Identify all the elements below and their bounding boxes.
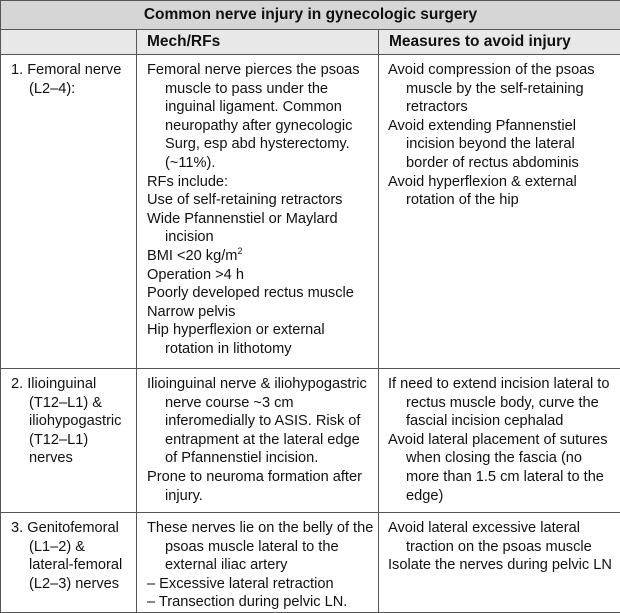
- table-row-femoral: [1, 55, 620, 369]
- measure-line: Avoid extending Pfannenstiel incision beyond the lateral border of rectus abdominis: [388, 117, 579, 171]
- mech-cell: [137, 369, 379, 513]
- mech-line: Poorly developed rectus muscle: [147, 285, 354, 302]
- measures-cell: [379, 513, 620, 613]
- table-row-ilioinguinal: [1, 369, 620, 513]
- measure-line: Avoid lateral placement of sutures when closing the fascia (no more than 1.5 cm lateral to the edge): [388, 431, 608, 504]
- nerve-name: 2. Ilioinguinal (T12–L1) & iliohypogastric (T12–L1) nerves: [11, 376, 122, 467]
- nerve-cell: [1, 513, 137, 613]
- measure-line: If need to extend incision lateral to rectus muscle body, curve the fascial incision cephalad: [388, 376, 610, 430]
- bmi-superscript: 2: [237, 245, 243, 256]
- measure-line: Avoid lateral excessive lateral traction on the psoas muscle: [388, 520, 592, 555]
- mech-line: Narrow pelvis: [147, 303, 236, 320]
- measure-line: Avoid hyperflexion & external rotation of the hip: [388, 173, 577, 209]
- mech-line: These nerves lie on the belly of the psoas muscle lateral to the external iliac artery: [147, 520, 374, 574]
- nerve-cell: [1, 55, 137, 369]
- table-row-genitofemoral: [1, 513, 620, 613]
- measure-line: Isolate the nerves during pelvic LN: [388, 557, 612, 574]
- mech-line: Wide Pfannenstiel or Maylard incision: [147, 210, 338, 246]
- mech-line: Hip hyperflexion or external rotation in lithotomy: [147, 322, 325, 357]
- mech-line: Operation >4 h: [147, 266, 244, 283]
- title-row: [1, 1, 620, 30]
- mech-cell: [137, 513, 379, 613]
- nerve-name: 3. Genitofemoral (L1–2) & lateral-femoral (L2–3) nerves: [11, 520, 123, 592]
- mech-line: – Transection during pelvic LN.: [147, 594, 348, 611]
- table-title: Common nerve injury in gynecologic surgery: [1, 1, 620, 30]
- header-mech: Mech/RFs: [137, 30, 379, 55]
- nerve-name: 1. Femoral nerve (L2–4):: [11, 62, 122, 97]
- mech-line-bmi: [147, 247, 374, 266]
- header-row: [1, 30, 620, 55]
- mech-cell: [137, 55, 379, 369]
- mech-line: Use of self-retaining retractors: [147, 192, 343, 209]
- header-measures: Measures to avoid injury: [379, 30, 620, 55]
- measures-cell: [379, 369, 620, 513]
- mech-line: Femoral nerve pierces the psoas muscle to pass under the inguinal ligament. Common neuropathy after gynecologic Surg, esp abd hysterectomy. (~11%).: [147, 62, 360, 171]
- measure-line: Avoid compression of the psoas muscle by the self-retaining retractors: [388, 62, 595, 116]
- measures-cell: [379, 55, 620, 369]
- mech-line: RFs include:: [147, 173, 229, 190]
- mech-line: – Excessive lateral retraction: [147, 575, 334, 592]
- header-nerve: [1, 30, 137, 55]
- bmi-text: BMI <20 kg/m: [147, 247, 238, 264]
- mech-line: Ilioinguinal nerve & iliohypogastric nerve course ~3 cm inferomedially to ASIS. Risk of entrapment at the lateral edge of Pfannenstiel incision.: [147, 376, 367, 467]
- nerve-cell: [1, 369, 137, 513]
- mech-line: Prone to neuroma formation after injury.: [147, 468, 362, 504]
